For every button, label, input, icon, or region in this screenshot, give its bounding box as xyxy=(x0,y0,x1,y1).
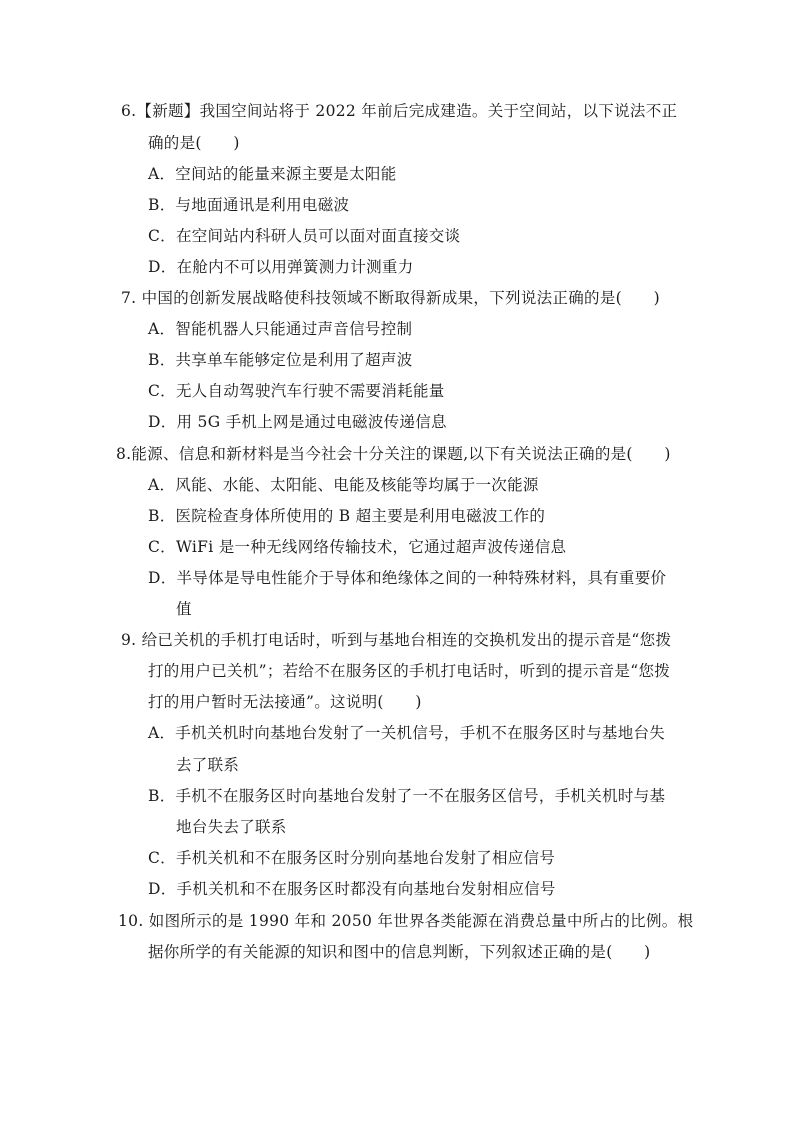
question-6-option-a: A．空间站的能量来源主要是太阳能 xyxy=(148,165,397,183)
question-8-option-c: C．WiFi 是一种无线网络传输技术，它通过超声波传递信息 xyxy=(148,538,567,556)
question-9-option-a-line-1: A．手机关机时向基地台发射了一关机信号，手机不在服务区时与基地台失 xyxy=(148,724,666,742)
question-7-option-c: C．无人自动驾驶汽车行驶不需要消耗能量 xyxy=(148,382,445,400)
question-9-stem-line-1: 9. 给已关机的手机打电话时，听到与基地台相连的交换机发出的提示音是“您拨 xyxy=(121,631,672,649)
question-7-stem-line-1: 7. 中国的创新发展战略使科技领域不断取得新成果，下列说法正确的是( ) xyxy=(121,289,660,307)
question-9-stem-line-2: 打的用户已关机”；若给不在服务区的手机打电话时，听到的提示音是“您拨 xyxy=(148,662,671,680)
question-10-stem-line-1: 10. 如图所示的是 1990 年和 2050 年世界各类能源在消费总量中所占的比例。根 xyxy=(118,912,694,930)
question-6-option-b: B．与地面通讯是利用电磁波 xyxy=(148,196,350,214)
question-6-option-d: D．在舱内不可以用弹簧测力计测重力 xyxy=(148,258,414,276)
question-9-option-b-line-1: B．手机不在服务区时向基地台发射了一不在服务区信号，手机关机时与基 xyxy=(148,787,666,805)
question-9-option-b-line-2: 地台失去了联系 xyxy=(176,818,287,836)
question-8-option-d-line-1: D．半导体是导电性能介于导体和绝缘体之间的一种特殊材料，具有重要价 xyxy=(148,569,667,587)
question-6-stem-line-1: 6.【新题】我国空间站将于 2022 年前后完成建造。关于空间站，以下说法不正 xyxy=(121,102,678,120)
question-6-stem-line-2: 确的是( ) xyxy=(148,134,240,152)
question-9-option-a-line-2: 去了联系 xyxy=(176,756,240,774)
question-8-option-a: A．风能、水能、太阳能、电能及核能等均属于一次能源 xyxy=(148,476,539,494)
question-9-stem-line-3: 打的用户暂时无法接通”。这说明( ) xyxy=(148,693,422,711)
question-8-stem-line-1: 8.能源、信息和新材料是当今社会十分关注的课题,以下有关说法正确的是( ) xyxy=(116,445,671,463)
question-8-option-b: B．医院检查身体所使用的 B 超主要是利用电磁波工作的 xyxy=(148,507,546,525)
question-7-option-d: D．用 5G 手机上网是通过电磁波传递信息 xyxy=(148,413,447,431)
question-10-stem-line-2: 据你所学的有关能源的知识和图中的信息判断，下列叙述正确的是( ) xyxy=(148,943,651,961)
question-7-option-a: A．智能机器人只能通过声音信号控制 xyxy=(148,320,413,338)
question-9-option-d: D．手机关机和不在服务区时都没有向基地台发射相应信号 xyxy=(148,880,556,898)
question-9-option-c: C．手机关机和不在服务区时分别向基地台发射了相应信号 xyxy=(148,849,556,867)
question-6-option-c: C．在空间站内科研人员可以面对面直接交谈 xyxy=(148,227,461,245)
question-7-option-b: B．共享单车能够定位是利用了超声波 xyxy=(148,351,413,369)
question-8-option-d-line-2: 值 xyxy=(176,600,192,618)
